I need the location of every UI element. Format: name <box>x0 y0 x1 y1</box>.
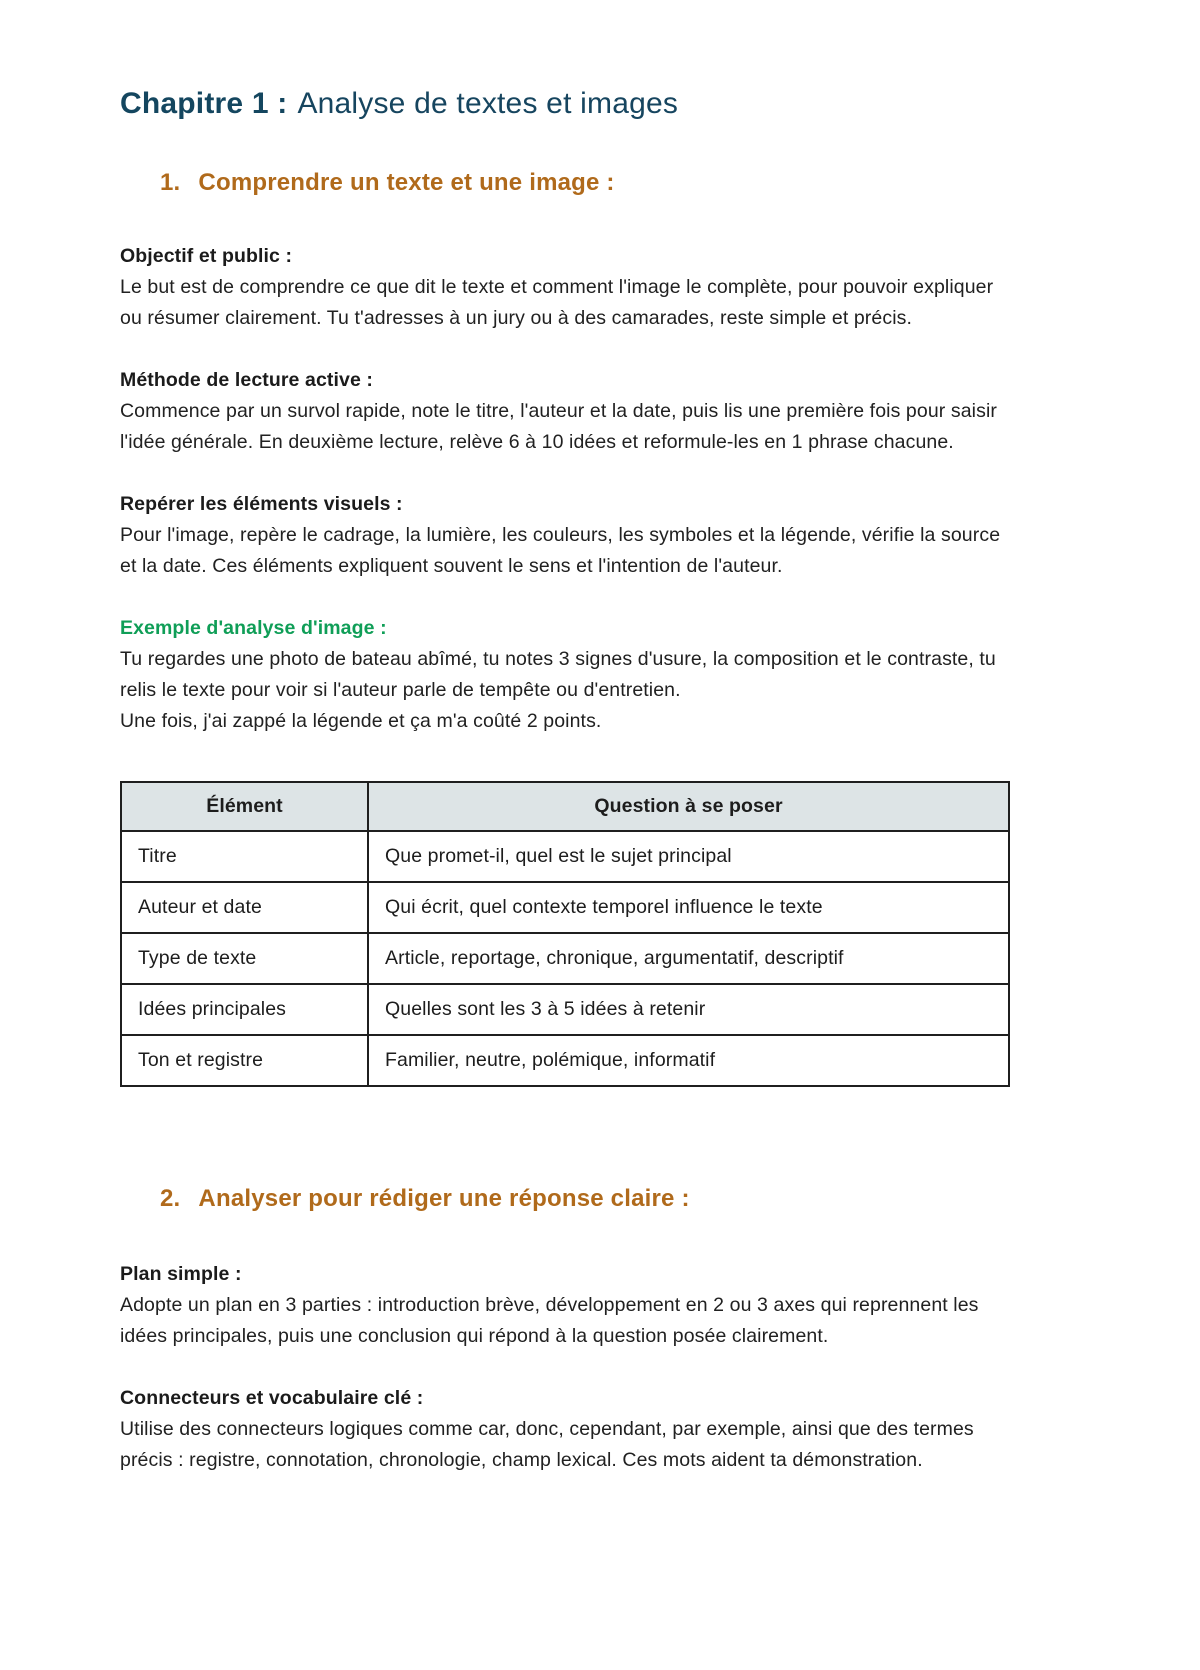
block-exemple-heading: Exemple d'analyse d'image : <box>120 616 387 639</box>
table-header-question: Question à se poser <box>368 782 1009 831</box>
block-objectif-heading: Objectif et public : <box>120 244 293 267</box>
block-reperer-body: Pour l'image, repère le cadrage, la lumière, les couleurs, les symboles et la légende, vérifie la source et la date. Ces éléments expliquent souvent le sens et l'intention de l'auteur. <box>120 523 1001 577</box>
block-methode <box>120 365 1010 458</box>
block-exemple-body-2: Une fois, j'ai zappé la légende et ça m'a coûté 2 points. <box>120 709 602 732</box>
section-2-title: Analyser pour rédiger une réponse claire : <box>198 1184 690 1212</box>
table-bottom-spacer <box>120 1087 1010 1135</box>
chapter-title <box>120 85 1010 123</box>
section-2-number: 2. <box>160 1184 181 1212</box>
section-1-heading <box>120 169 1010 197</box>
block-reperer <box>120 489 1010 582</box>
block-objectif <box>120 241 1010 334</box>
section-1-title: Comprendre un texte et une image : <box>198 168 615 196</box>
table-cell-element: Type de texte <box>121 933 368 984</box>
analysis-table-head <box>121 782 1009 831</box>
block-objectif-body: Le but est de comprendre ce que dit le texte et comment l'image le complète, pour pouvoir expliquer ou résumer clairement. Tu t'adresses à un jury ou à des camarades, reste simple et précis. <box>120 275 994 329</box>
table-row <box>121 984 1009 1035</box>
chapter-label: Chapitre 1 : <box>120 87 288 120</box>
table-cell-question: Familier, neutre, polémique, informatif <box>368 1035 1009 1086</box>
table-row <box>121 933 1009 984</box>
block-connecteurs <box>120 1383 1010 1476</box>
block-plan-body: Adopte un plan en 3 parties : introduction brève, développement en 2 ou 3 axes qui reprennent les idées principales, puis une conclusion qui répond à la question posée clairement. <box>120 1293 979 1347</box>
block-plan-heading: Plan simple : <box>120 1262 242 1285</box>
table-cell-element: Auteur et date <box>121 882 368 933</box>
block-reperer-heading: Repérer les éléments visuels : <box>120 492 403 515</box>
chapter-title-text: Analyse de textes et images <box>297 87 679 120</box>
block-connecteurs-body: Utilise des connecteurs logiques comme car, donc, cependant, par exemple, ainsi que des termes précis : registre, connotation, chronologie, champ lexical. Ces mots aident ta démonstration. <box>120 1417 974 1471</box>
section-2-heading <box>120 1185 1010 1213</box>
analysis-table-body <box>121 831 1009 1086</box>
table-cell-question: Article, reportage, chronique, argumentatif, descriptif <box>368 933 1009 984</box>
document-content <box>120 85 1010 1476</box>
block-methode-heading: Méthode de lecture active : <box>120 368 374 391</box>
analysis-table <box>120 781 1010 1087</box>
table-cell-question: Qui écrit, quel contexte temporel influence le texte <box>368 882 1009 933</box>
table-cell-element: Titre <box>121 831 368 882</box>
block-exemple-body: Tu regardes une photo de bateau abîmé, tu notes 3 signes d'usure, la composition et le contraste, tu relis le texte pour voir si l'auteur parle de tempête ou d'entretien. <box>120 647 996 701</box>
table-cell-question: Quelles sont les 3 à 5 idées à retenir <box>368 984 1009 1035</box>
table-header-element: Élément <box>121 782 368 831</box>
table-row <box>121 1035 1009 1086</box>
table-header-row <box>121 782 1009 831</box>
table-row <box>121 831 1009 882</box>
block-methode-body: Commence par un survol rapide, note le titre, l'auteur et la date, puis lis une première fois pour saisir l'idée générale. En deuxième lecture, relève 6 à 10 idées et reformule-les en 1 phrase chacune. <box>120 399 997 453</box>
table-row <box>121 882 1009 933</box>
block-plan <box>120 1259 1010 1352</box>
table-cell-element: Ton et registre <box>121 1035 368 1086</box>
section-1-number: 1. <box>160 168 181 196</box>
block-exemple <box>120 613 1010 737</box>
block-connecteurs-heading: Connecteurs et vocabulaire clé : <box>120 1386 424 1409</box>
table-cell-element: Idées principales <box>121 984 368 1035</box>
table-cell-question: Que promet-il, quel est le sujet principal <box>368 831 1009 882</box>
